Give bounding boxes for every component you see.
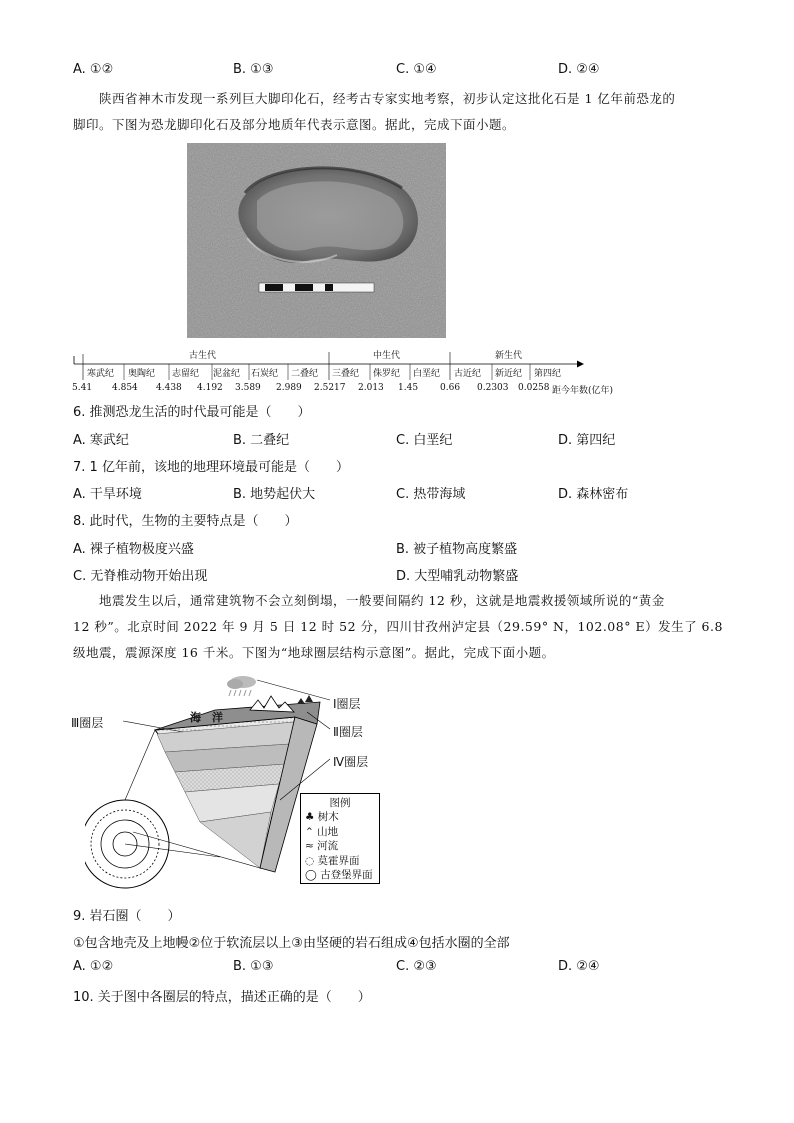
legend-item-river: ≈ 河流 [305,840,339,852]
timeline-unit: 距今年数(亿年) [552,386,614,396]
age-number: 2.989 [276,383,302,393]
option-b: B. ①③ [233,959,274,974]
dashed-circle-icon: ◌ [305,854,315,867]
era-label: 中生代 [373,351,401,361]
question-6-options [73,429,733,451]
option-a: A. 干旱环境 [73,487,142,502]
age-number: 2.5217 [314,383,346,393]
age-number: 2.013 [358,383,384,393]
period-label: 三叠纪 [332,369,360,379]
mountain-icon: ⌃ [305,825,314,838]
period-label: 二叠纪 [291,369,319,379]
layer-2-label: Ⅱ圈层 [333,725,363,739]
option-a: A. ①② [73,959,114,974]
passage-line: 12 秒”。北京时间 2022 年 9 月 5 日 12 时 52 分，四川甘孜州泸定县（29.59° N，102.08° E）发生了 6.8 [73,619,723,634]
period-label: 石炭纪 [251,369,279,379]
period-label: 古近纪 [454,369,482,379]
option-a: A. ①② [73,62,114,77]
layer-3-label: Ⅲ圈层 [71,716,104,730]
question-7-options [73,483,733,505]
legend-title: 图例 [329,797,351,809]
option-d: D. 森林密布 [558,487,629,502]
period-label: 奥陶纪 [128,369,156,379]
question-9-options [73,959,733,981]
option-d: D. 第四纪 [558,433,616,448]
period-label: 新近纪 [495,369,523,379]
option-c: C. 白垩纪 [396,433,453,448]
passage-line: 地震发生以后，通常建筑物不会立刻倒塌，一般要间隔约 12 秒，这就是地震救援领域所说的“黄金 [99,593,665,608]
legend-item-gutenberg: ◯ 古登堡界面 [305,869,373,881]
layer-4-label: Ⅳ圈层 [333,755,369,769]
question-6-stem: 6. 推测恐龙生活的时代最可能是（ ） [73,405,311,420]
option-c: C. 无脊椎动物开始出现 [73,569,208,584]
option-c: C. 热带海域 [396,487,466,502]
question-8-options-row2 [73,565,733,587]
age-number: 0.0258 [518,383,550,393]
age-number: 4.192 [197,383,223,393]
passage-earthquake [73,588,723,666]
passage-dinosaur [73,86,723,138]
dinosaur-footprint-photo [187,143,446,338]
age-number: 0.2303 [477,383,509,393]
legend-item-moho: ◌ 莫霍界面 [305,854,360,867]
passage-line: 级地震，震源深度 16 千米。下图为“地球圈层结构示意图”。据此，完成下面小题。 [73,645,555,660]
question-8-options-row1 [73,538,733,560]
era-label: 新生代 [495,351,523,361]
age-number: 5.41 [72,383,93,393]
option-b: B. 被子植物高度繁盛 [396,542,518,557]
option-a: A. 寒武纪 [73,433,129,448]
legend-item-tree: ♣ 树木 [305,811,339,823]
ocean-label: 海 洋 [190,711,223,724]
age-number: 0.66 [440,383,461,393]
question-9-statements: ①包含地壳及上地幔②位于软流层以上③由坚硬的岩石组成④包括水圈的全部 [73,936,510,951]
option-c: C. ①④ [396,62,437,77]
era-label: 古生代 [189,351,217,361]
geologic-timeline [72,348,632,398]
age-number: 1.45 [398,383,419,393]
option-a: A. 裸子植物极度兴盛 [73,542,194,557]
option-c: C. ②③ [396,959,437,974]
question-9-stem: 9. 岩石圈（ ） [73,909,181,924]
question-8-stem: 8. 此时代，生物的主要特点是（ ） [73,514,298,529]
age-number: 4.854 [112,383,138,393]
q5-options [73,62,733,84]
river-icon: ≈ [305,840,314,852]
period-label: 寒武纪 [87,369,115,379]
dotted-circle-icon: ◯ [305,869,317,881]
option-b: B. ①③ [233,62,274,77]
layer-1-label: Ⅰ圈层 [333,697,361,711]
period-label: 白垩纪 [413,369,441,379]
legend-item-mountain: ⌃ 山地 [305,825,339,838]
period-label: 泥盆纪 [213,369,241,379]
option-d: D. ②④ [558,62,600,77]
passage-line: 陕西省神木市发现一系列巨大脚印化石，经考古专家实地考察，初步认定这批化石是 1 亿年前恐龙的 [99,91,676,106]
question-7-stem: 7. 1 亿年前，该地的地理环境最可能是（ ） [73,460,349,475]
option-b: B. 二叠纪 [233,433,290,448]
diagram-legend [300,793,380,884]
passage-line: 脚印。下图为恐龙脚印化石及部分地质年代表示意图。据此，完成下面小题。 [73,117,516,132]
option-d: D. 大型哺乳动物繁盛 [396,569,519,584]
period-label: 第四纪 [534,369,562,379]
tree-icon: ♣ [305,811,315,823]
option-d: D. ②④ [558,959,600,974]
age-number: 3.589 [235,383,261,393]
period-label: 志留纪 [172,369,200,379]
question-10-stem: 10. 关于图中各圈层的特点，描述正确的是（ ） [73,990,371,1005]
age-number: 4.438 [156,383,182,393]
option-b: B. 地势起伏大 [233,487,316,502]
period-label: 侏罗纪 [373,369,401,379]
